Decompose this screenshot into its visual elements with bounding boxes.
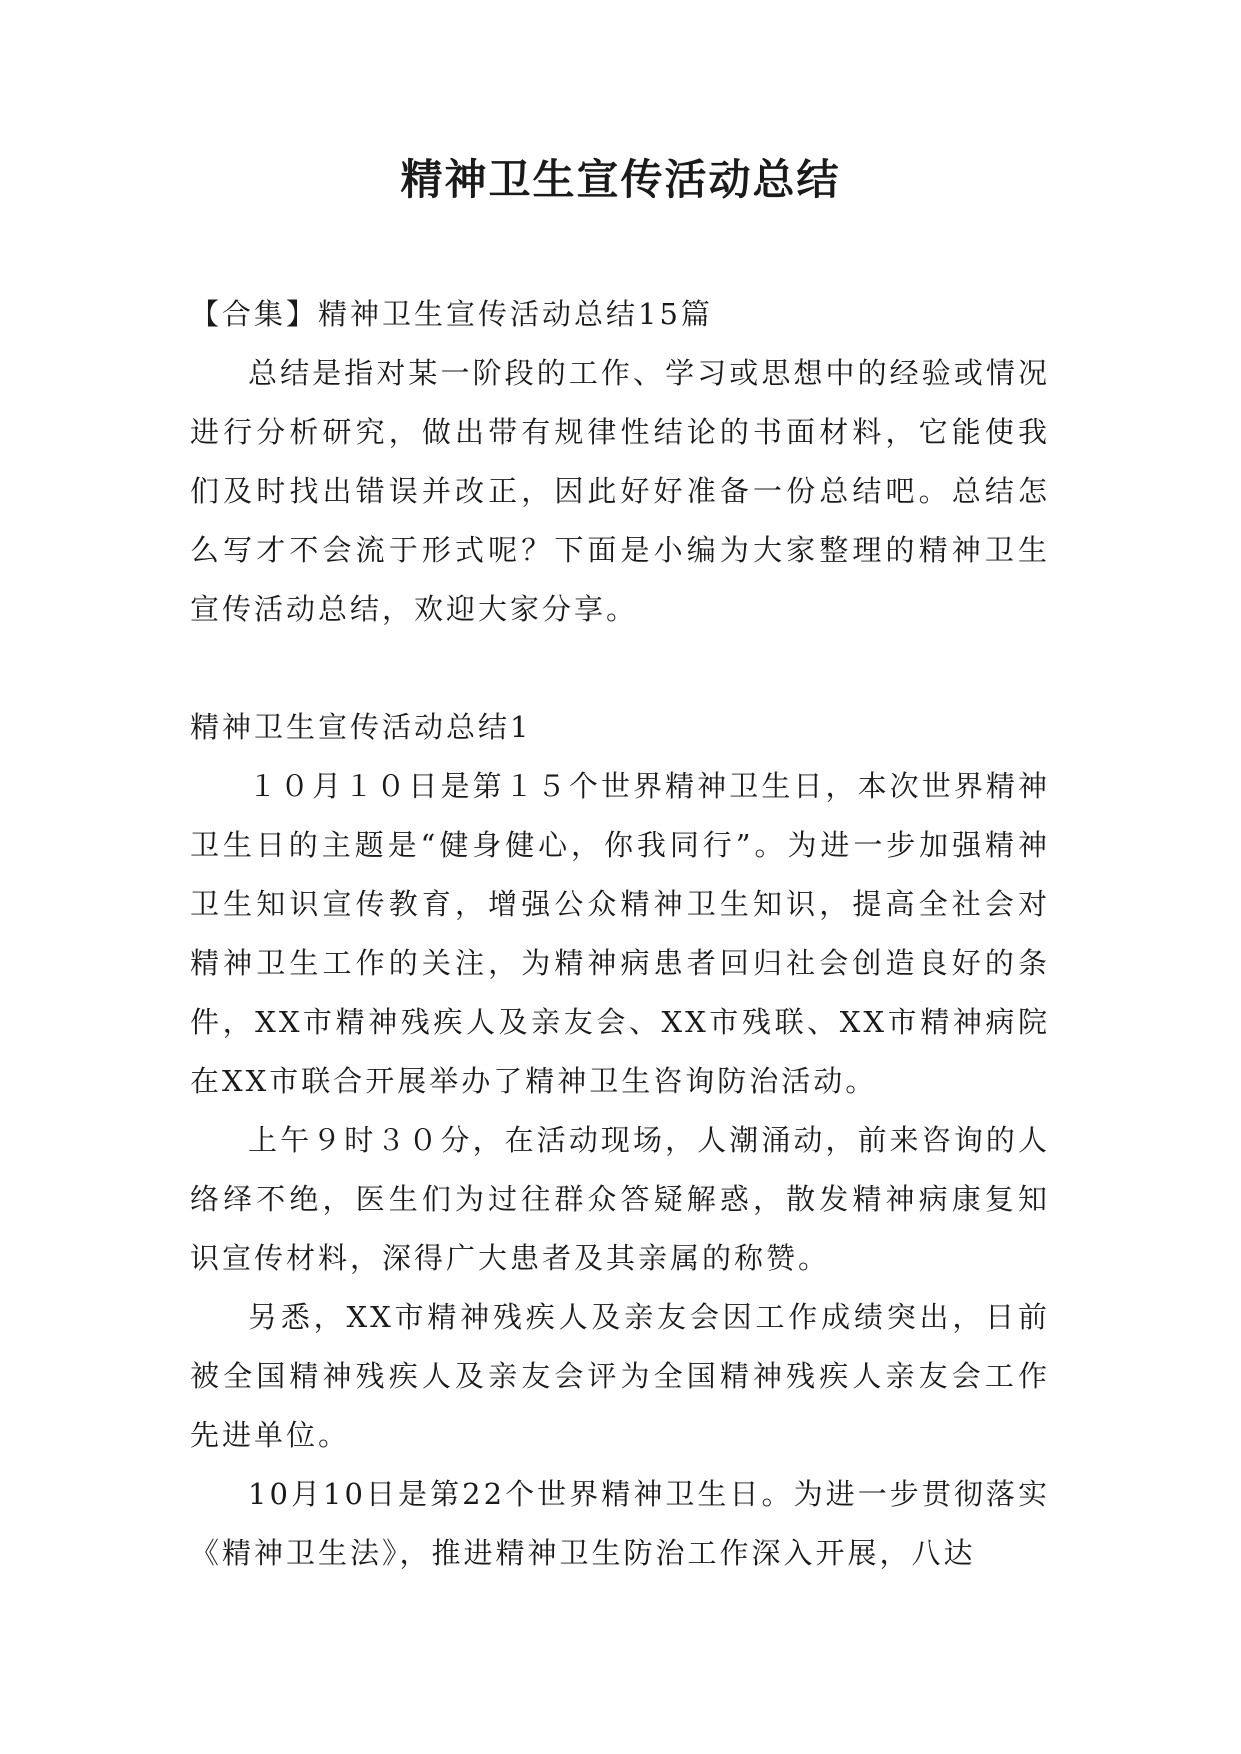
section-heading: 精神卫生宣传活动总结1 — [190, 710, 532, 744]
body-paragraph-2: 上午９时３０分，在活动现场，人潮涌动，前来咨询的人络绎不绝，医生们为过往群众答疑解惑，散发精神病康复知识宣传材料，深得广大患者及其亲属的称赞。 — [190, 1123, 1050, 1275]
body-paragraph-1: １０月１０日是第１５个世界精神卫生日，本次世界精神卫生日的主题是“健身健心，你我同行”。为进一步加强精神卫生知识宣传教育，增强公众精神卫生知识，提高全社会对精神卫生工作的关注，为精神病患者回归社会创造良好的条件，XX市精神残疾人及亲友会、XX市残联、XX市精神病院在XX市联合开展举办了精神卫生咨询防治活动。 — [190, 769, 1050, 1098]
body-paragraph-4: 10月10日是第22个世界精神卫生日。为进一步贯彻落实《精神卫生法》，推进精神卫生防治工作深入开展，八达 — [190, 1477, 1050, 1570]
document-title: 精神卫生宣传活动总结 — [400, 155, 841, 204]
paragraph-gap — [190, 639, 1050, 698]
body-paragraph-3: 另悉，XX市精神残疾人及亲友会因工作成绩突出，日前被全国精神残疾人及亲友会评为全国精神残疾人亲友会工作先进单位。 — [190, 1300, 1050, 1452]
intro-paragraph: 总结是指对某一阶段的工作、学习或思想中的经验或情况进行分析研究，做出带有规律性结论的书面材料，它能使我们及时找出错误并改正，因此好好准备一份总结吧。总结怎么写才不会流于形式呢？下面是小编为大家整理的精神卫生宣传活动总结，欢迎大家分享。 — [190, 356, 1050, 626]
collection-line: 【合集】精神卫生宣传活动总结15篇 — [190, 297, 713, 331]
document-body — [190, 285, 1050, 1583]
